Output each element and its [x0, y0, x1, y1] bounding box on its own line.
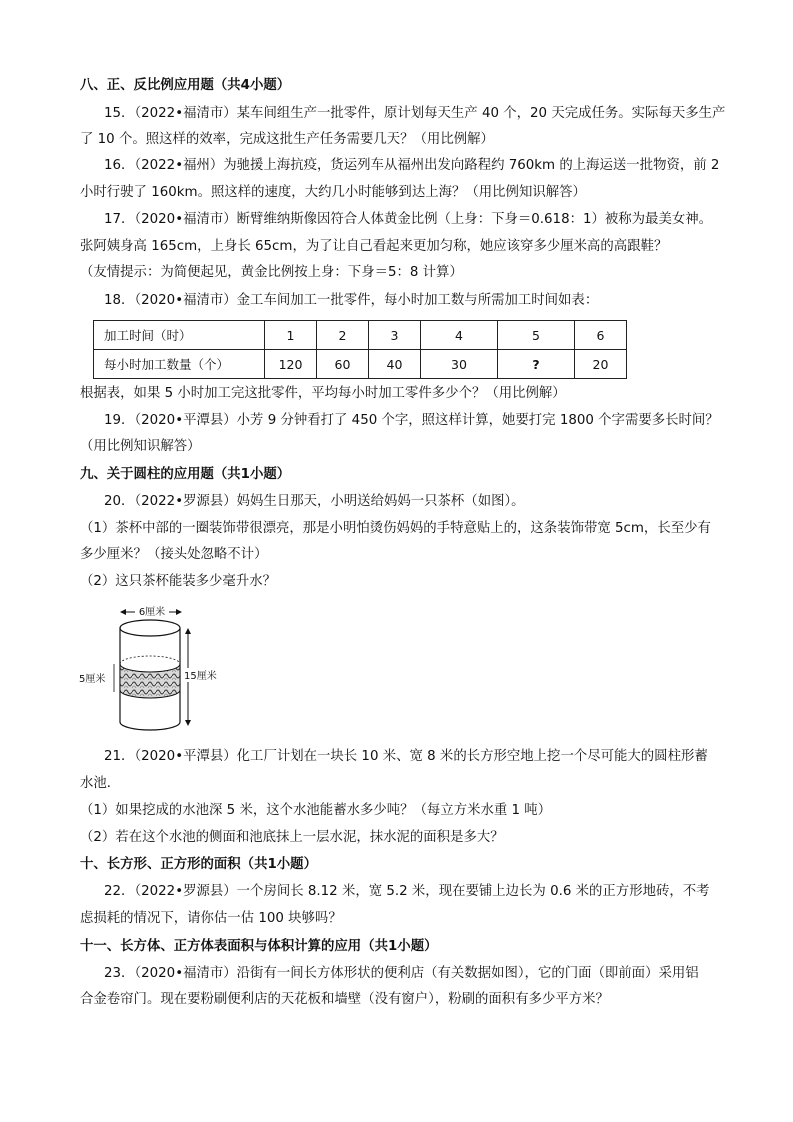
question-17-hint: （友情提示：为简便起见，黄金比例按上身：下身＝5：8 计算）: [80, 265, 463, 280]
table-cell: 30: [421, 350, 498, 379]
height-label: 15厘米: [184, 671, 217, 682]
question-21-line-2: 水池．: [80, 776, 121, 791]
band-width-label: 5厘米: [79, 674, 106, 685]
question-21-part-2: （2）若在这个水池的侧面和池底抹上一层水泥，抹水泥的面积是多大？: [80, 830, 504, 845]
question-23-line-2: 合金卷帘门。现在要粉刷便利店的天花板和墙壁（没有窗户），粉刷的面积有多少平方米？: [80, 992, 609, 1007]
table-cell: 5: [498, 321, 575, 350]
question-17-line-2: 张阿姨身高 165cm，上身长 65cm，为了让自己看起来更加匀称，她应该穿多少厘米高的高跟鞋？: [80, 239, 668, 254]
question-16-line-1: 16．（2022•福州）为驰援上海抗疫，货运列车从福州出发向路程约 760km 的上海运送一批物资，前 2: [104, 158, 720, 173]
question-20-line-1: 20．（2022•罗源县）妈妈生日那天，小明送给妈妈一只茶杯（如图）。: [104, 494, 525, 509]
section-heading-10: 十、长方形、正方形的面积（共1小题）: [80, 857, 317, 872]
table-cell: 2: [317, 321, 369, 350]
row-header-time: 加工时间（时）: [94, 321, 265, 350]
table-row: [94, 321, 627, 350]
arrowhead-icon: [176, 609, 182, 615]
question-17-line-1: 17．（2020•福清市）断臂维纳斯像因符合人体黄金比例（上身：下身＝0.618：1）被称为最美女神。: [104, 212, 713, 227]
section-heading-9: 九、关于圆柱的应用题（共1小题）: [80, 467, 291, 482]
row-header-quantity: 每小时加工数量（个）: [94, 350, 265, 379]
section-heading-11: 十一、长方体、正方体表面积与体积计算的应用（共1小题）: [80, 939, 438, 954]
table-cell: 4: [421, 321, 498, 350]
question-15-line-1: 15．（2022•福清市）某车间组生产一批零件，原计划每天生产 40 个，20 天完成任务。实际每天多生产: [104, 106, 726, 121]
question-23-line-1: 23．（2020•福清市）沿街有一间长方体形状的便利店（有关数据如图），它的门面（即前面）采用铝: [104, 966, 699, 981]
table-cell: 3: [369, 321, 421, 350]
question-21-line-1: 21．（2020•平潭县）化工厂计划在一块长 10 米、宽 8 米的长方形空地上挖一个尽可能大的圆柱形蓄: [104, 749, 708, 764]
question-19-line-2: （用比例知识解答）: [80, 439, 201, 454]
question-18-line-1: 18．（2020•福清市）金工车间加工一批零件，每小时加工数与所需加工时间如表：: [104, 293, 599, 308]
table-cell: 60: [317, 350, 369, 379]
arrowhead-icon: [185, 628, 191, 634]
table-cell: 20: [575, 350, 627, 379]
arrowhead-icon: [120, 609, 126, 615]
table-cell: 40: [369, 350, 421, 379]
question-20-part-1-line-2: 多少厘米？（接头处忽略不计）: [80, 547, 268, 562]
question-21-part-1: （1）如果挖成的水池深 5 米，这个水池能蓄水多少吨？（每立方米水重 1 吨）: [80, 803, 552, 818]
question-16-line-2: 小时行驶了 160km。照这样的速度，大约几小时能够到达上海？（用比例知识解答）: [80, 185, 586, 200]
question-19-line-1: 19．（2020•平潭县）小芳 9 分钟看打了 450 个字，照这样计算，她要打完 1800 个字需要多长时间？: [104, 413, 719, 428]
diameter-label: 6厘米: [138, 607, 166, 618]
table-cell: 120: [265, 350, 317, 379]
teacup-cylinder-figure: [76, 600, 226, 740]
cylinder-top: [120, 620, 180, 636]
question-20-part-1-line-1: （1）茶杯中部的一圈装饰带很漂亮，那是小明怕烫伤妈妈的手特意贴上的，这条装饰带宽 5cm，长至少有: [80, 521, 711, 536]
question-18-line-2: 根据表，如果 5 小时加工完这批零件，平均每小时加工零件多少个？（用比例解）: [80, 386, 566, 401]
table-cell: 1: [265, 321, 317, 350]
question-22-line-1: 22．（2022•罗源县）一个房间长 8.12 米，宽 5.2 米，现在要铺上边长为 0.6 米的正方形地砖，不考: [104, 884, 710, 899]
arrowhead-icon: [185, 720, 191, 726]
processing-time-table: [93, 320, 627, 379]
question-20-part-2: （2）这只茶杯能装多少毫升水？: [80, 574, 276, 589]
table-row: [94, 350, 627, 379]
question-15-line-2: 了 10 个。照这样的效率，完成这批生产任务需要几天？（用比例解）: [80, 132, 494, 147]
section-heading-8: 八、正、反比例应用题（共4小题）: [80, 78, 291, 93]
table-cell: ?: [498, 350, 575, 379]
table-cell: 6: [575, 321, 627, 350]
question-22-line-2: 虑损耗的情况下，请你估一估 100 块够吗？: [80, 911, 342, 926]
